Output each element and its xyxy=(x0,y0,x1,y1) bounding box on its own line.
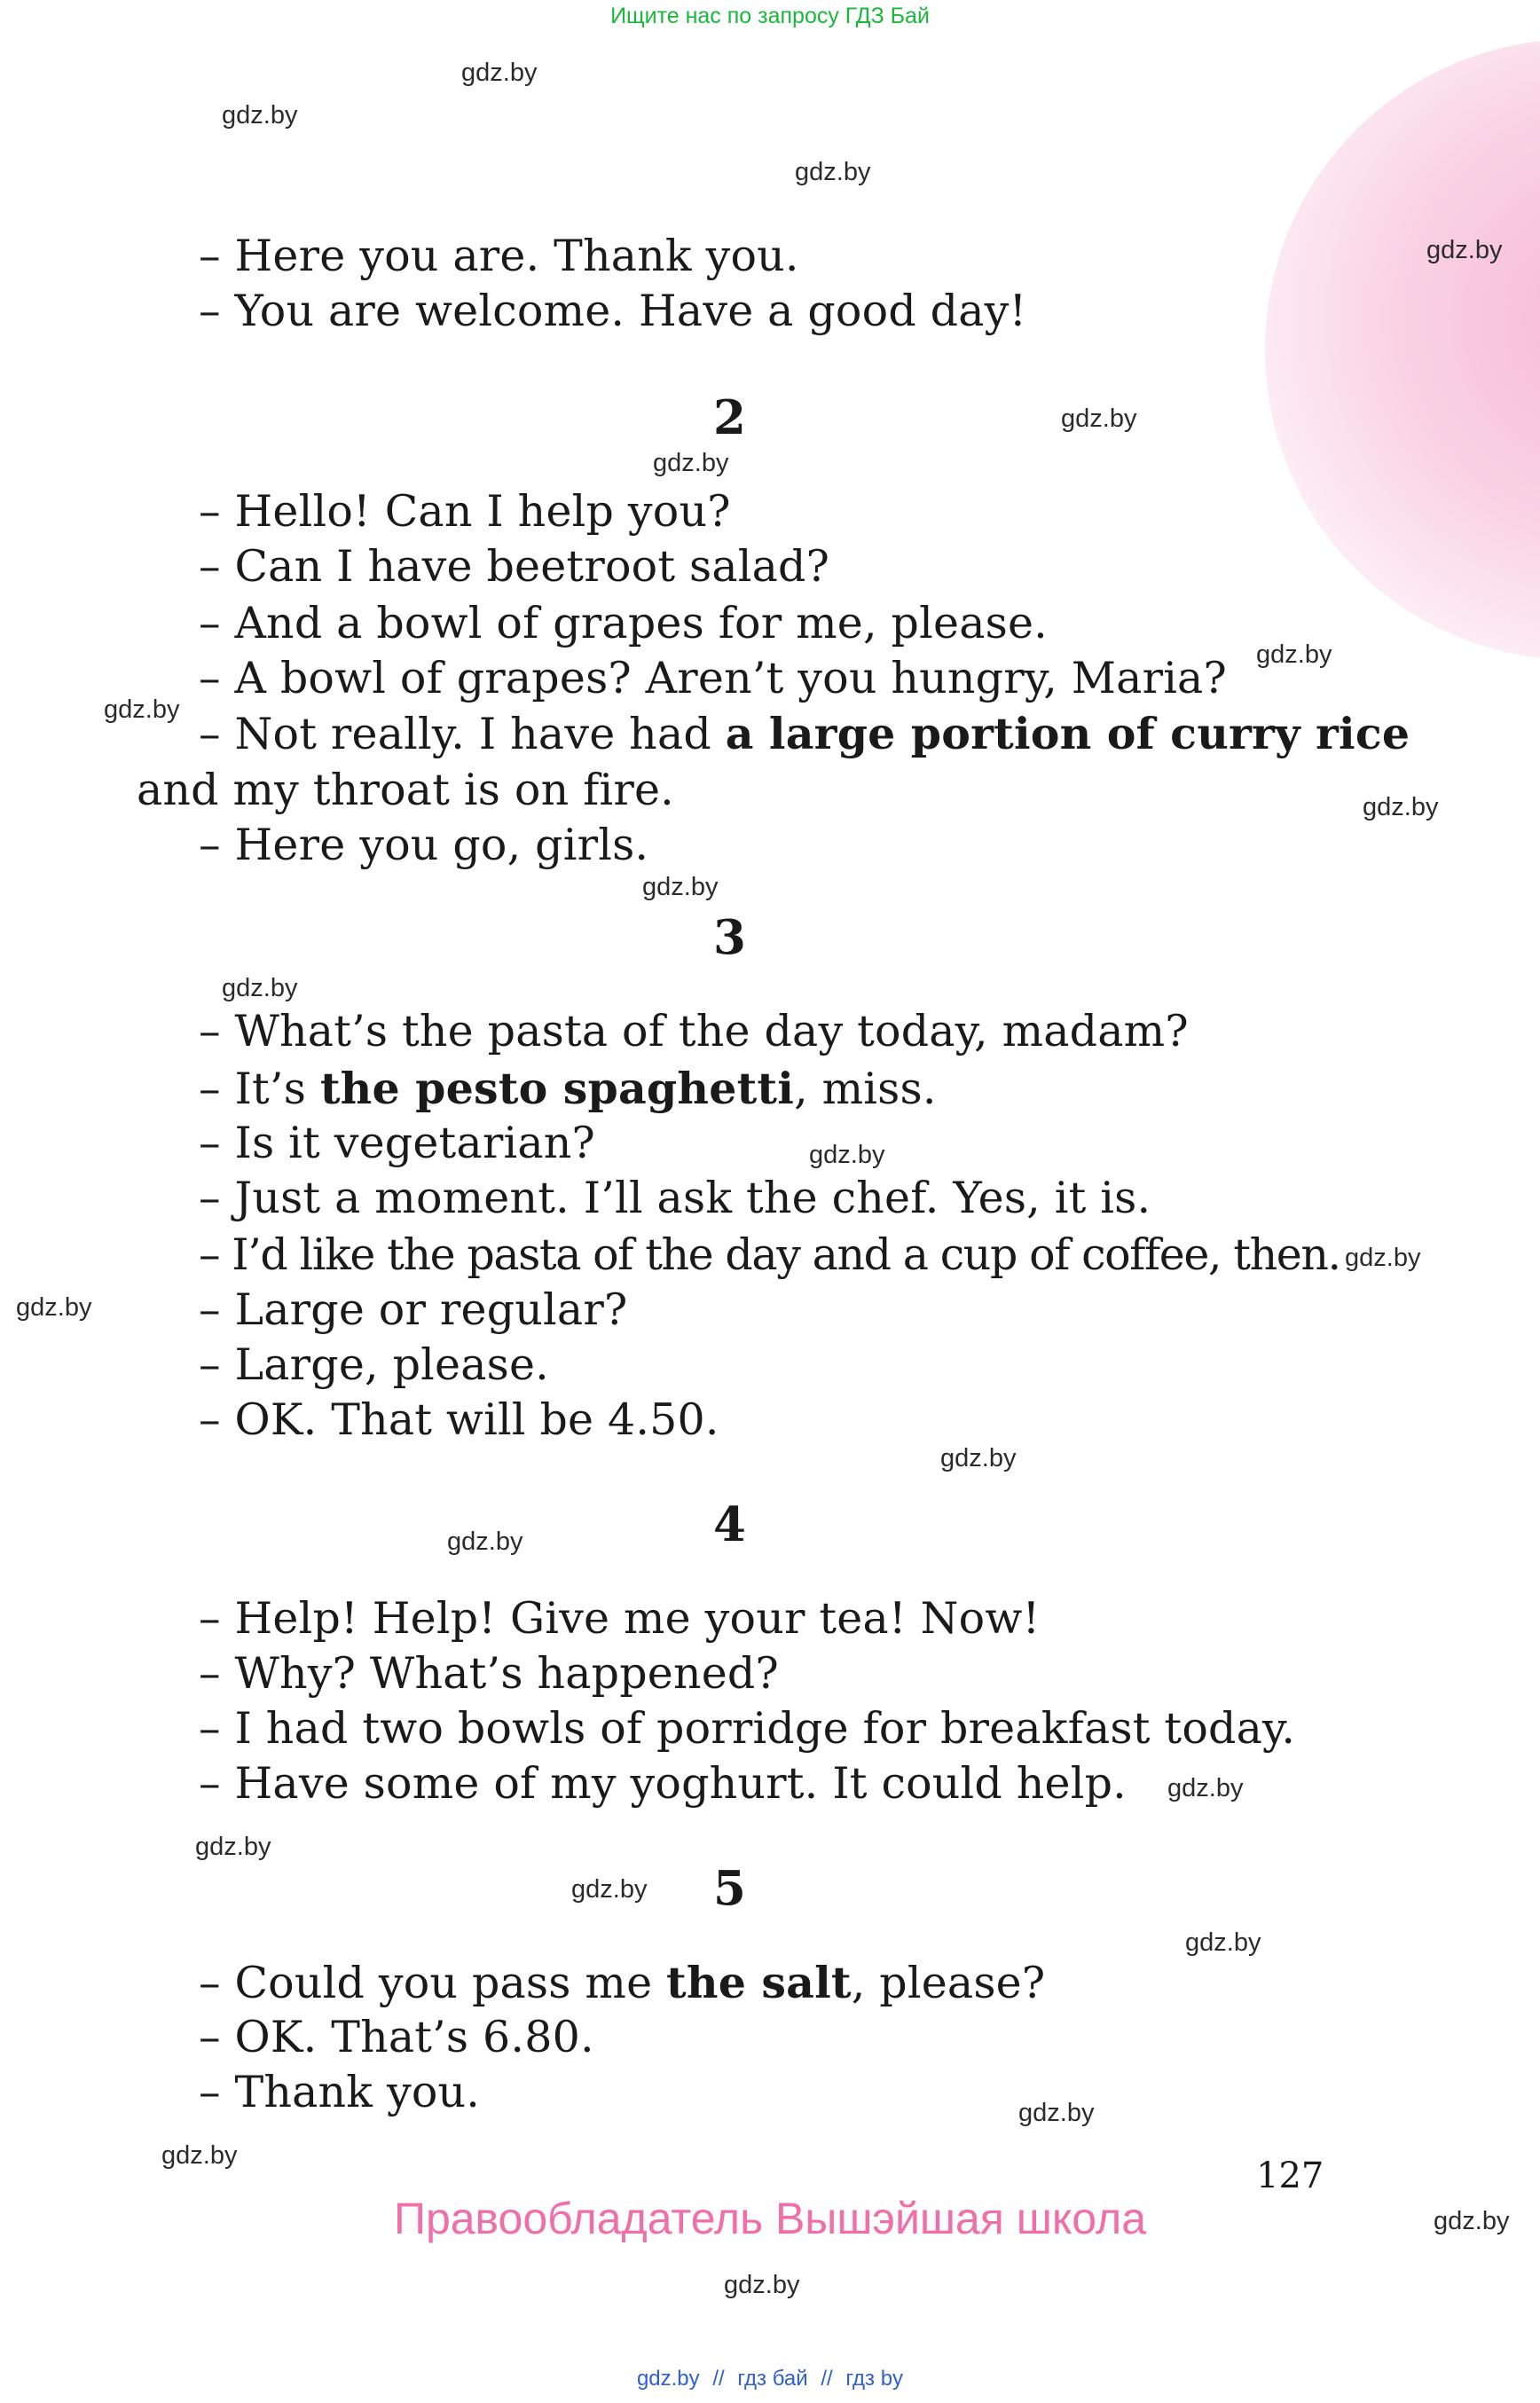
bold-phrase: the salt xyxy=(666,1957,852,2008)
dialogue-line: – Is it vegetarian? xyxy=(199,1118,595,1168)
line-text: – Could you pass me xyxy=(199,1958,667,2008)
watermark: gdz.by xyxy=(653,449,729,477)
dialogue-line: – Why? What’s happened? xyxy=(199,1648,779,1699)
dialogue-line: – Just a moment. I’ll ask the chef. Yes, it is. xyxy=(199,1173,1151,1223)
bold-phrase: the pesto spaghetti xyxy=(319,1063,795,1114)
line-text: , please? xyxy=(851,1958,1046,2008)
dialogue-line: – Hello! Can I help you? xyxy=(199,486,731,537)
line-text: – Not really. I have had xyxy=(199,709,726,759)
dialogue-line xyxy=(199,1061,937,1117)
dialogue-line: – Have some of my yoghurt. It could help. xyxy=(199,1758,1127,1809)
dialogue-line: – OK. That will be 4.50. xyxy=(199,1394,719,1445)
footer-link[interactable]: гдз бай xyxy=(737,2367,808,2391)
line-text: , miss. xyxy=(794,1064,937,1114)
page-number: 127 xyxy=(1256,2156,1324,2196)
watermark: gdz.by xyxy=(16,1293,92,1322)
watermark: gdz.by xyxy=(222,101,298,130)
watermark: gdz.by xyxy=(1345,1244,1421,1272)
watermark: gdz.by xyxy=(642,873,719,901)
watermark: gdz.by xyxy=(461,59,538,87)
dialogue-line xyxy=(199,706,1410,762)
dialogue-line: – Here you go, girls. xyxy=(199,820,649,870)
footer-separator: // xyxy=(712,2367,725,2391)
top-banner[interactable]: Ищите нас по запросу ГДЗ Бай xyxy=(610,4,930,28)
dialogue-number: 2 xyxy=(713,390,746,445)
bold-phrase: a large portion of curry rice xyxy=(725,708,1410,759)
dialogue-number: 3 xyxy=(713,910,746,965)
corner-decoration xyxy=(1265,39,1540,660)
dialogue-line: – A bowl of grapes? Aren’t you hungry, Maria? xyxy=(199,653,1227,703)
watermark: gdz.by xyxy=(104,695,180,724)
dialogue-number: 5 xyxy=(713,1861,746,1916)
dialogue-number: 4 xyxy=(713,1497,746,1552)
watermark: gdz.by xyxy=(1018,2099,1095,2127)
line-text: – It’s xyxy=(199,1064,320,1114)
watermark: gdz.by xyxy=(940,1444,1017,1472)
watermark: gdz.by xyxy=(571,1875,648,1904)
watermark: gdz.by xyxy=(447,1527,523,1556)
watermark: gdz.by xyxy=(1061,404,1137,433)
dialogue-line: – And a bowl of grapes for me, please. xyxy=(199,598,1048,648)
watermark: gdz.by xyxy=(795,158,871,186)
dialogue-line: and my throat is on fire. xyxy=(137,765,674,815)
watermark: gdz.by xyxy=(1167,1774,1244,1802)
dialogue-line: – OK. That’s 6.80. xyxy=(199,2012,594,2062)
footer-link[interactable]: гдз by xyxy=(845,2367,904,2391)
dialogue-line: – Here you are. Thank you. xyxy=(199,231,799,281)
watermark: gdz.by xyxy=(1426,236,1503,264)
watermark: gdz.by xyxy=(1185,1928,1261,1957)
watermark: gdz.by xyxy=(222,974,298,1002)
footer-links xyxy=(0,2367,1540,2391)
dialogue-line: – Can I have beetroot salad? xyxy=(199,541,830,592)
watermark: gdz.by xyxy=(195,1833,271,1861)
footer-link[interactable]: gdz.by xyxy=(636,2367,700,2391)
dialogue-line: – Large or regular? xyxy=(199,1284,628,1335)
watermark: gdz.by xyxy=(1256,640,1332,669)
dialogue-line: – Large, please. xyxy=(199,1339,549,1390)
dialogue-line: – I’d like the pasta of the day and a cup of coffee, then. xyxy=(199,1229,1340,1280)
copyright-owner: Правообладатель Вышэйшая школа xyxy=(394,2194,1146,2243)
watermark: gdz.by xyxy=(161,2141,238,2170)
watermark: gdz.by xyxy=(809,1141,885,1169)
dialogue-line: – You are welcome. Have a good day! xyxy=(199,286,1027,336)
watermark: gdz.by xyxy=(1434,2207,1510,2235)
dialogue-line: – I had two bowls of porridge for breakfast today. xyxy=(199,1703,1296,1754)
watermark: gdz.by xyxy=(1363,793,1439,821)
watermark: gdz.by xyxy=(724,2271,800,2299)
dialogue-line: – Thank you. xyxy=(199,2067,481,2117)
footer-separator: // xyxy=(821,2367,833,2391)
dialogue-line: – What’s the pasta of the day today, madam? xyxy=(199,1006,1189,1056)
dialogue-line: – Help! Help! Give me your tea! Now! xyxy=(199,1593,1041,1644)
dialogue-line xyxy=(199,1955,1045,2011)
